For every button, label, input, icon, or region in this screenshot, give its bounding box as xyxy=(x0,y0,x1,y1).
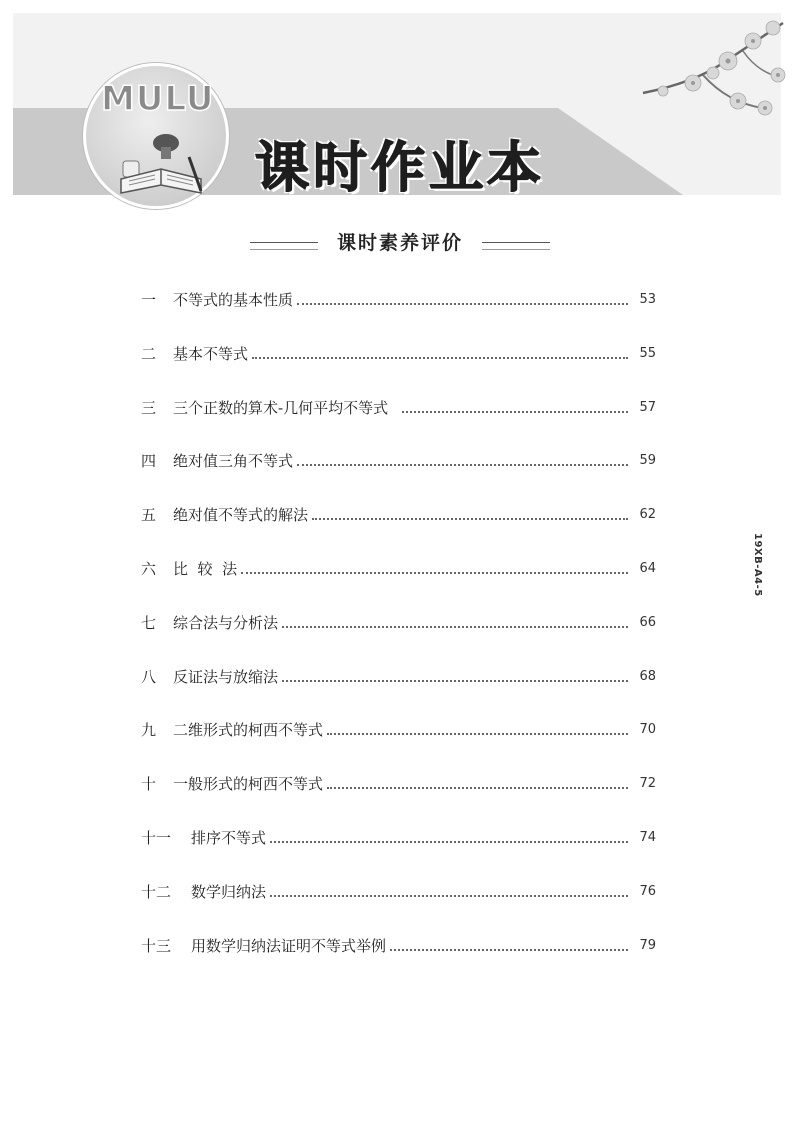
toc-row[interactable] xyxy=(141,772,656,826)
section-header xyxy=(250,228,550,258)
toc-row[interactable] xyxy=(141,665,656,719)
toc-page-number: 64 xyxy=(639,560,656,576)
section-title: 课时素养评价 xyxy=(336,232,463,254)
dot-leader xyxy=(270,826,628,843)
toc-number: 六 xyxy=(141,559,157,578)
toc-row[interactable] xyxy=(141,718,656,772)
toc-page-number: 68 xyxy=(639,668,656,684)
toc-number: 九 xyxy=(141,721,157,740)
toc-number: 三 xyxy=(141,398,157,417)
toc-number: 七 xyxy=(141,613,157,632)
dot-leader xyxy=(282,611,628,628)
dot-leader xyxy=(327,718,628,735)
dot-leader xyxy=(402,396,628,413)
toc-title: 基本不等式 xyxy=(173,344,249,363)
toc-title: 绝对值三角不等式 xyxy=(173,452,294,471)
toc-page-number: 72 xyxy=(639,776,656,792)
mulu-badge-text: MULU xyxy=(101,79,215,119)
toc-number: 十 xyxy=(141,775,157,794)
toc-title: 排序不等式 xyxy=(191,828,267,847)
toc-page-number: 62 xyxy=(639,507,656,523)
toc-title: 反证法与放缩法 xyxy=(173,667,279,686)
section-title-left-rule xyxy=(250,242,318,250)
toc-title: 三个正数的算术-几何平均不等式 xyxy=(173,398,398,417)
toc-title: 用数学归纳法证明不等式举例 xyxy=(191,936,387,955)
toc-title: 二维形式的柯西不等式 xyxy=(173,721,324,740)
toc-number: 五 xyxy=(141,506,157,525)
dot-leader xyxy=(241,557,628,574)
toc-row[interactable] xyxy=(141,396,656,450)
toc-number: 一 xyxy=(141,291,157,309)
toc-title: 数学归纳法 xyxy=(191,882,267,901)
toc-number: 八 xyxy=(141,667,157,686)
toc-row[interactable] xyxy=(141,342,656,396)
header-banner xyxy=(13,13,781,199)
toc-title: 比 较 法 xyxy=(173,559,238,578)
toc-page-number: 55 xyxy=(639,345,656,361)
toc-number: 十二 xyxy=(141,882,172,901)
toc-page-number: 74 xyxy=(639,829,656,845)
toc-row[interactable] xyxy=(141,557,656,611)
toc-row[interactable] xyxy=(141,880,656,934)
toc-page-number: 70 xyxy=(639,722,656,738)
side-product-code: 19XB-A4-5 xyxy=(752,533,763,597)
dot-leader xyxy=(390,934,628,951)
toc-row[interactable] xyxy=(141,826,656,880)
dot-leader xyxy=(327,772,628,789)
section-title-right-rule xyxy=(482,242,550,250)
dot-leader xyxy=(252,342,628,359)
dot-leader xyxy=(297,449,628,466)
toc-row[interactable] xyxy=(141,503,656,557)
toc-number: 十三 xyxy=(141,936,172,955)
toc-number: 十一 xyxy=(141,828,172,847)
table-of-contents xyxy=(141,288,656,987)
toc-row[interactable] xyxy=(141,449,656,503)
toc-page-number: 66 xyxy=(639,614,656,630)
toc-row[interactable] xyxy=(141,611,656,665)
open-book-icon xyxy=(111,121,211,201)
toc-row[interactable] xyxy=(141,288,656,342)
toc-page-number: 57 xyxy=(639,399,656,415)
toc-title: 综合法与分析法 xyxy=(173,613,279,632)
toc-row[interactable] xyxy=(141,934,656,988)
toc-number: 四 xyxy=(141,452,157,471)
dot-leader xyxy=(297,288,628,305)
toc-page-number: 79 xyxy=(639,937,656,953)
dot-leader xyxy=(282,665,628,682)
toc-title: 一般形式的柯西不等式 xyxy=(173,775,324,794)
dot-leader xyxy=(312,503,628,520)
toc-title: 绝对值不等式的解法 xyxy=(173,506,309,525)
toc-title: 不等式的基本性质 xyxy=(173,291,294,309)
plum-blossom-icon xyxy=(633,13,793,143)
dot-leader xyxy=(270,880,628,897)
toc-page-number: 53 xyxy=(639,292,656,307)
book-title: 课时作业本 xyxy=(255,136,545,199)
toc-page-number: 59 xyxy=(639,453,656,469)
toc-page-number: 76 xyxy=(639,883,656,899)
toc-number: 二 xyxy=(141,344,157,363)
